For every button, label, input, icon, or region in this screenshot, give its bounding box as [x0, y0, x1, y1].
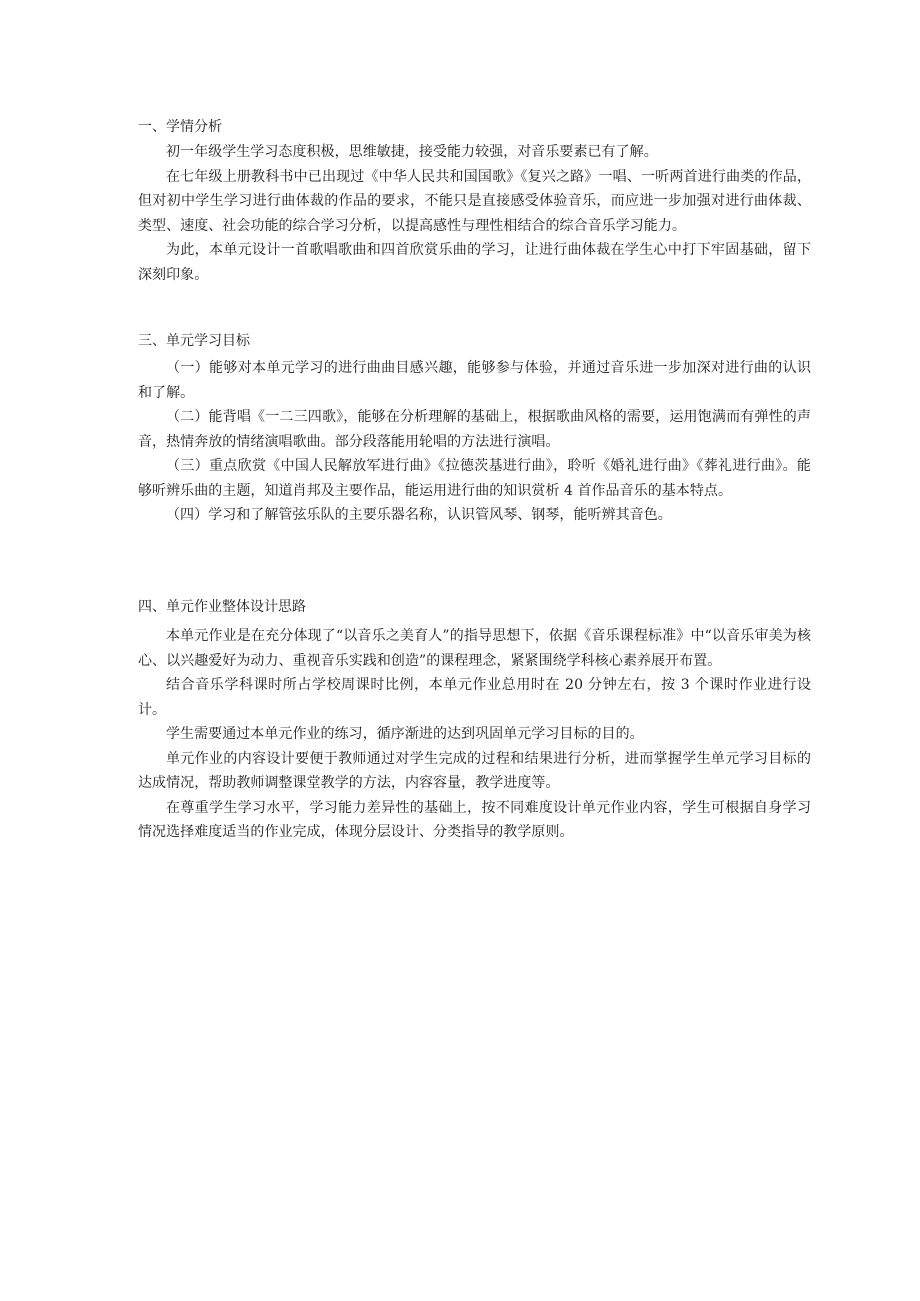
paragraph: （二）能背唱《一二三四歌》，能够在分析理解的基础上，根据歌曲风格的需要，运用饱满而有弹性的声音，热情奔放的情绪演唱歌曲。部分段落能用轮唱的方法进行演唱。	[138, 409, 811, 450]
section-heading: 四、单元作业整体设计思路	[138, 599, 306, 615]
paragraph: 在尊重学生学习水平，学习能力差异性的基础上，按不同难度设计单元作业内容，学生可根据自身学习情况选择难度适当的作业完成，体现分层设计、分类指导的教学原则。	[138, 799, 811, 840]
paragraph: （四）学习和了解管弦乐队的主要乐器名称，认识管风琴、钢琴，能听辨其音色。	[166, 507, 672, 523]
paragraph: 初一年级学生学习态度积极，思维敏捷，接受能力较强，对音乐要素已有了解。	[166, 144, 658, 160]
paragraph: 单元作业的内容设计要便于教师通过对学生完成的过程和结果进行分析，进而掌握学生单元学习目标的达成情况，帮助教师调整课堂教学的方法，内容容量，教学进度等。	[138, 750, 811, 791]
paragraph: （三）重点欣赏《中国人民解放军进行曲》《拉德茨基进行曲》，聆听《婚礼进行曲》《葬礼进行曲》。能够听辨乐曲的主题，知道肖邦及主要作品，能运用进行曲的知识赏析 4 首作品音乐的基本特点。	[138, 458, 811, 499]
section-heading: 一、学情分析	[138, 119, 222, 135]
paragraph: 在七年级上册教科书中已出现过《中华人民共和国国歌》《复兴之路》一唱、一听两首进行曲类的作品，但对初中学生学习进行曲体裁的作品的要求，不能只是直接感受体验音乐，而应进一步加强对进行曲体裁、类型、速度、社会功能的综合学习分析，以提高感性与理性相结合的综合音乐学习能力。	[138, 168, 811, 234]
paragraph: 本单元作业是在充分体现了“以音乐之美育人”的指导思想下，依据《音乐课程标准》中“以音乐审美为核心、以兴趣爱好为动力、重视音乐实践和创造”的课程理念，紧紧围绕学科核心素养展开布置。	[138, 628, 811, 669]
section-learning-objectives	[138, 330, 811, 528]
section-learner-analysis	[138, 116, 811, 287]
paragraph: （一）能够对本单元学习的进行曲曲目感兴趣，能够参与体验，并通过音乐进一步加深对进行曲的认识和了解。	[138, 360, 811, 401]
paragraph: 结合音乐学科课时所占学校周课时比例，本单元作业总用时在 20 分钟左右，按 3 个课时作业进行设计。	[138, 677, 811, 718]
section-homework-design	[138, 596, 811, 845]
paragraph: 学生需要通过本单元作业的练习，循序渐进的达到巩固单元学习目标的目的。	[166, 726, 644, 742]
section-heading: 三、单元学习目标	[138, 333, 250, 349]
paragraph: 为此，本单元设计一首歌唱歌曲和四首欣赏乐曲的学习，让进行曲体裁在学生心中打下牢固基础，留下深刻印象。	[138, 242, 811, 283]
